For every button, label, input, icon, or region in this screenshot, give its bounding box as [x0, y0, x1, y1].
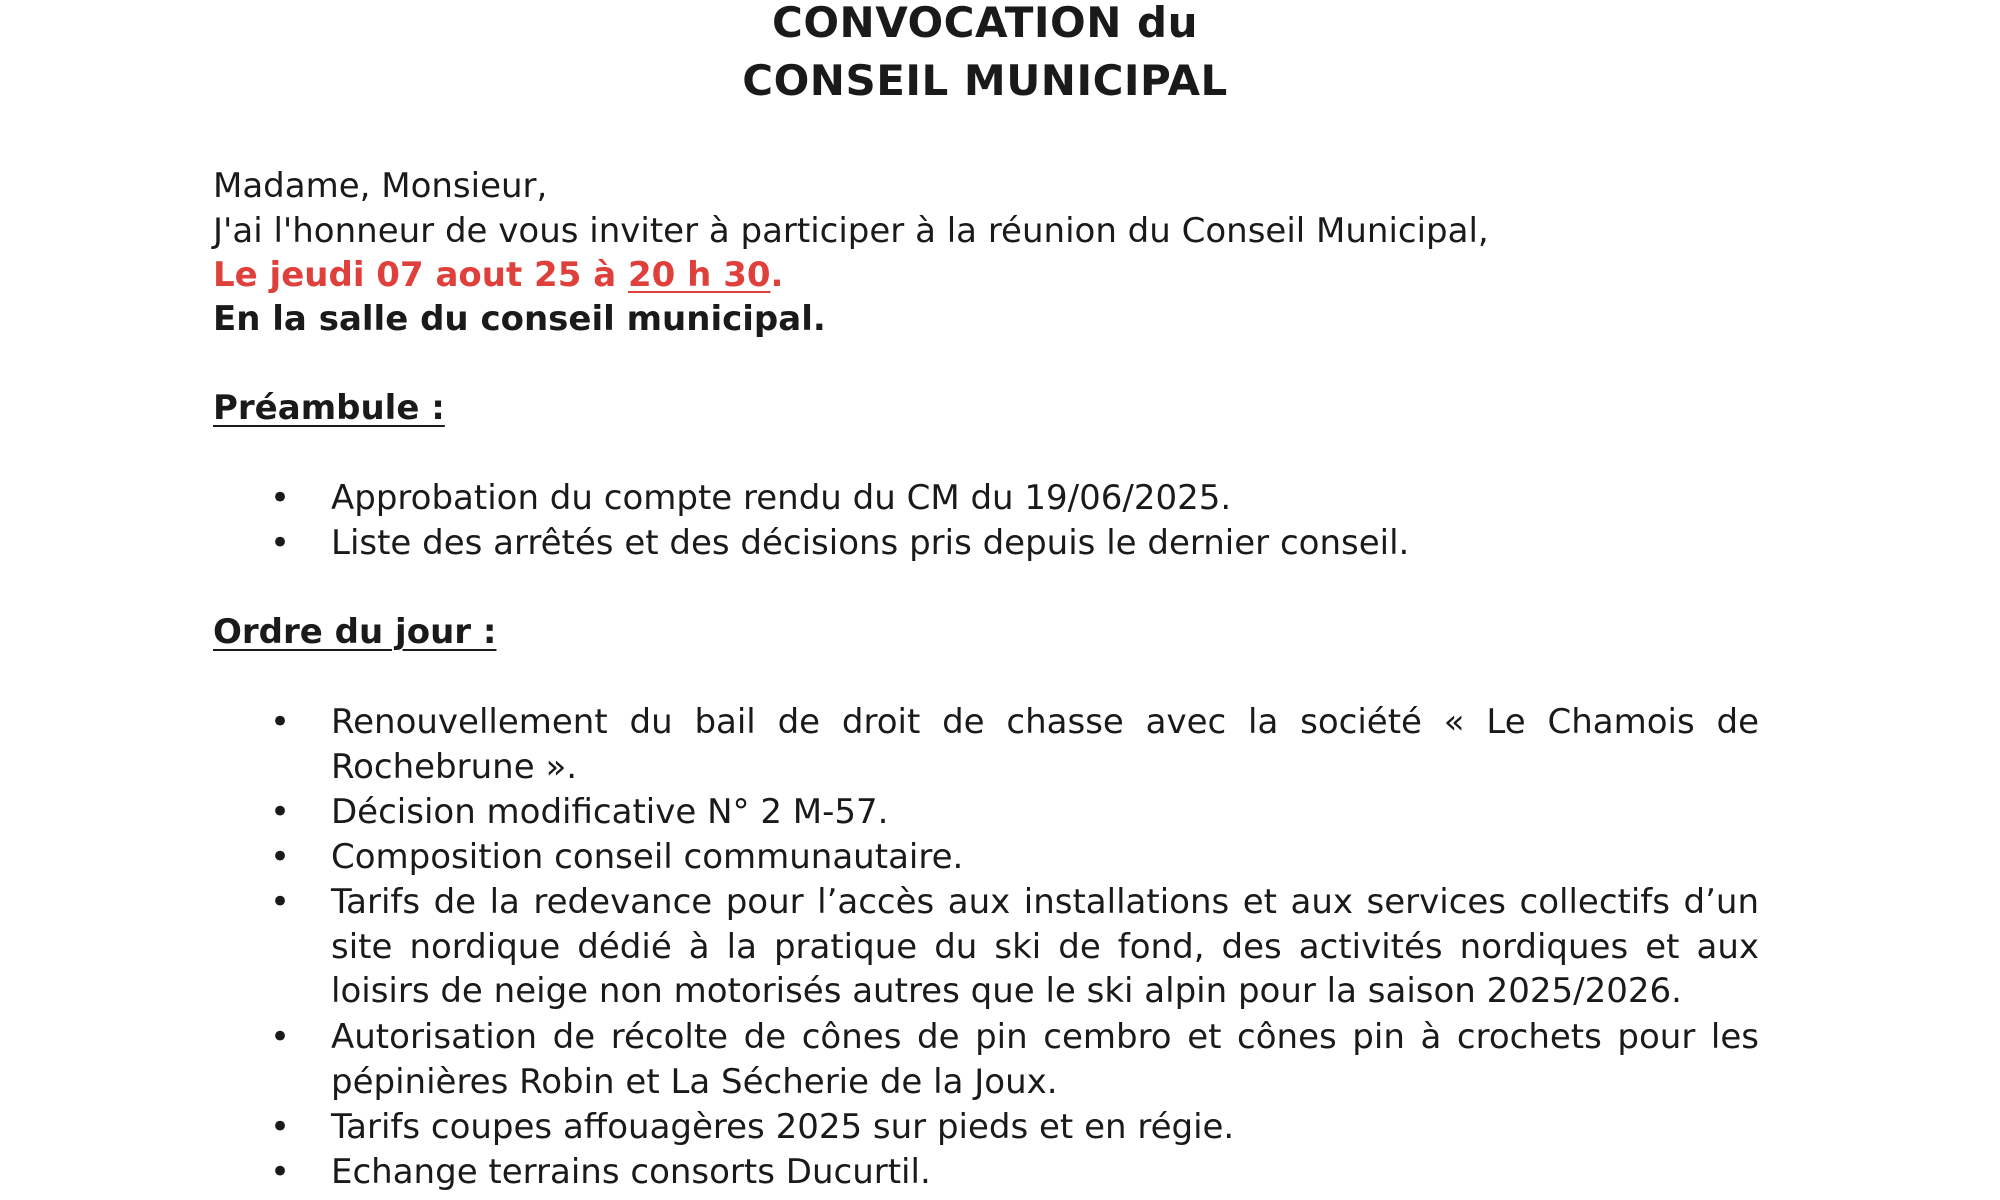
- meeting-location: En la salle du conseil municipal.: [213, 299, 826, 339]
- agenda-item: Renouvellement du bail de droit de chasse avec la société « Le Chamois de Rochebrune ».: [331, 702, 1759, 787]
- bullet-icon: •: [270, 1017, 291, 1057]
- bullet-icon: •: [270, 478, 291, 518]
- bullet-icon: •: [270, 882, 291, 922]
- preambule-heading: Préambule :: [213, 388, 445, 428]
- bullet-icon: •: [270, 1107, 291, 1147]
- meeting-time: 20 h 30: [628, 255, 771, 295]
- bullet-icon: •: [270, 523, 291, 563]
- invitation-text: J'ai l'honneur de vous inviter à participer à la réunion du Conseil Municipal,: [213, 211, 1489, 251]
- bullet-icon: •: [270, 792, 291, 832]
- agenda-item: Composition conseil communautaire.: [331, 837, 964, 877]
- document-title-line-1: CONVOCATION du: [772, 0, 1198, 47]
- agenda-item: Tarifs coupes affouagères 2025 sur pieds et en régie.: [331, 1107, 1235, 1147]
- document-title-line-2: CONSEIL MUNICIPAL: [742, 56, 1228, 105]
- agenda-item: Echange terrains consorts Ducurtil.: [331, 1152, 931, 1192]
- preambule-item: Liste des arrêtés et des décisions pris depuis le dernier conseil.: [331, 523, 1410, 563]
- agenda-item: Décision modificative N° 2 M-57.: [331, 792, 889, 832]
- bullet-icon: •: [270, 702, 291, 742]
- bullet-icon: •: [270, 1152, 291, 1192]
- meeting-date: [213, 253, 783, 297]
- ordre-du-jour-heading: Ordre du jour :: [213, 612, 497, 652]
- bullet-icon: •: [270, 837, 291, 877]
- meeting-date-prefix: Le jeudi 07 aout 25 à: [213, 255, 628, 295]
- agenda-item: Tarifs de la redevance pour l’accès aux installations et aux services collectifs d’un site nordique dédié à la pratique du ski de fond, des activités nordiques et aux loisirs de neige non motorisés autres que le ski alpin pour la saison 2025/2026.: [331, 882, 1759, 1011]
- meeting-date-period: .: [770, 255, 784, 295]
- agenda-item: Autorisation de récolte de cônes de pin cembro et cônes pin à crochets pour les pépinières Robin et La Sécherie de la Joux.: [331, 1017, 1759, 1102]
- salutation: Madame, Monsieur,: [213, 166, 548, 206]
- preambule-item: Approbation du compte rendu du CM du 19/06/2025.: [331, 478, 1232, 518]
